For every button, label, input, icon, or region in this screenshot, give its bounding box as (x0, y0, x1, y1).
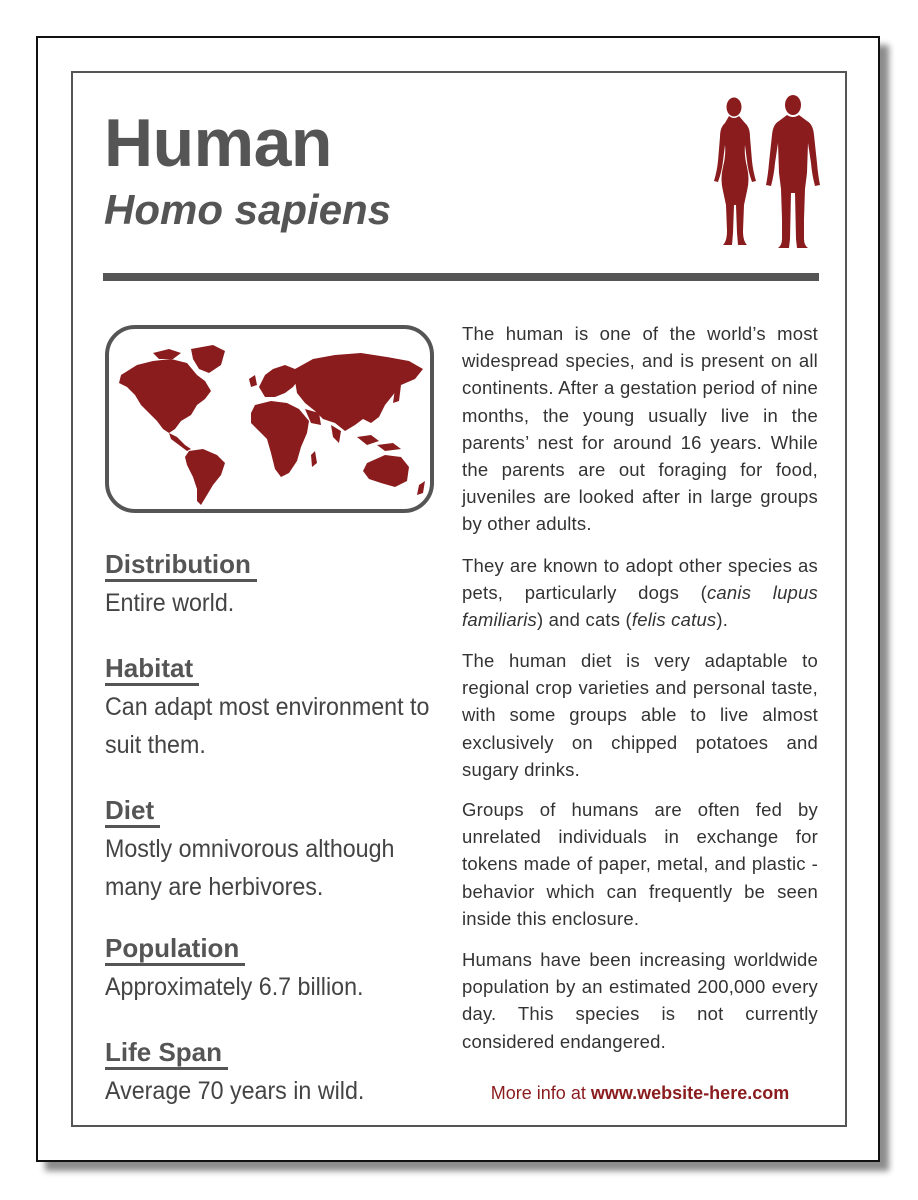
fact-heading: Life Span (105, 1037, 228, 1070)
fact-population (105, 933, 450, 1006)
fact-life-span (105, 1037, 450, 1110)
paragraph-text: The human diet is very adaptable to regional crop varieties and personal taste, with some groups able to live almost exclusively on chipped potatoes and sugary drinks. (462, 650, 818, 780)
more-info (462, 1083, 818, 1104)
italic-species-name: canis lupus familiaris (462, 582, 818, 631)
card-inner-frame (71, 71, 847, 1127)
info-card (36, 36, 880, 1162)
description-paragraph-3 (462, 647, 818, 783)
fact-heading: Distribution (105, 549, 257, 582)
fact-heading: Habitat (105, 653, 199, 686)
paragraph-text: Groups of humans are often fed by unrelated individuals in exchange for tokens made of paper, metal, and plastic - behavior which can frequently be seen inside this enclosure. (462, 799, 818, 929)
text-run: They are known to adopt other species as pets, particularly dogs ( (462, 555, 818, 604)
fact-body: Mostly omnivorous although many are herbivores. (105, 835, 395, 901)
fact-body: Entire world. (105, 589, 235, 617)
text-run: ) and cats ( (536, 609, 632, 631)
more-info-prefix: More info at (490, 1083, 591, 1103)
italic-species-name: felis catus (631, 609, 717, 631)
description-paragraph-2 (462, 552, 818, 634)
text-run: ). (716, 609, 729, 631)
description-paragraph-5 (462, 946, 818, 1055)
paragraph-text (462, 552, 818, 634)
fact-body: Average 70 years in wild. (105, 1077, 365, 1105)
fact-diet (105, 795, 450, 906)
fact-body: Can adapt most environment to suit them. (105, 693, 430, 759)
fact-heading: Population (105, 933, 245, 966)
paragraph-text: Humans have been increasing worldwide population by an estimated 200,000 every day. This species is not currently considered endangered. (462, 949, 818, 1052)
human-figures-icon (707, 93, 825, 253)
world-map-frame (105, 325, 434, 513)
fact-body: Approximately 6.7 billion. (105, 973, 364, 1001)
paragraph-text: The human is one of the world’s most widespread species, and is present on all continents. After a gestation period of nine months, the young usually live in the parents’ nest for around 16 years. While the parents are out foraging for food, juveniles are looked after in large groups by other adults. (462, 323, 818, 535)
description-paragraph-1 (462, 320, 818, 538)
fact-habitat (105, 653, 450, 764)
title-divider (103, 273, 819, 281)
world-map-icon (109, 329, 430, 509)
fact-distribution (105, 549, 450, 622)
fact-heading: Diet (105, 795, 160, 828)
common-name-title: Human (104, 105, 332, 181)
website-link[interactable]: www.website-here.com (590, 1083, 790, 1103)
description-paragraph-4 (462, 796, 818, 932)
scientific-name: Homo sapiens (104, 186, 392, 233)
